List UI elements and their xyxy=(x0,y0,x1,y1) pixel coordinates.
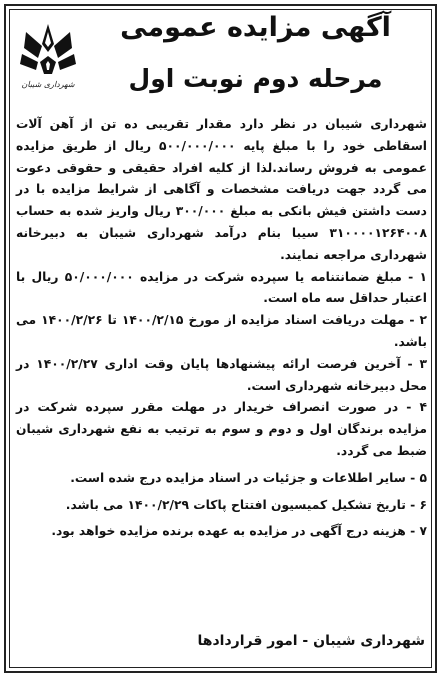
list-item: ۴ - در صورت انصراف خریدار در مهلت مقرر سپرده شرکت در مزایده برندگان اول و دوم و سوم به ترتیب به نفع شهرداری شیبان ضبط می گردد. xyxy=(16,400,427,458)
notice-frame xyxy=(4,4,437,673)
list-item: ۵ - سایر اطلاعات و جزئیات در اسناد مزایده درج شده است. xyxy=(70,470,427,485)
logo-caption: شهرداری شیبان xyxy=(21,80,75,89)
list-item: ۲ - مهلت دریافت اسناد مزایده از مورخ ۱۴۰۰/۲/۱۵ تا ۱۴۰۰/۲/۲۶ می باشد. xyxy=(16,313,428,349)
list-item: ۶ - تاریخ تشکیل کمیسیون افتتاح پاکات ۱۴۰۰/۲/۲۹ می باشد. xyxy=(65,497,427,512)
signature: شهرداری شیبان - امور قراردادها xyxy=(197,633,425,649)
list-item: ۳ - آخرین فرصت ارائه پیشنهادها پایان وقت اداری ۱۴۰۰/۲/۲۷ در محل دبیرخانه شهرداری است. xyxy=(16,356,427,393)
notice-title: آگهی مزایده عمومی xyxy=(120,12,391,43)
list-item: ۱ - مبلغ ضمانتنامه یا سپرده شرکت در مزایده ۵۰/۰۰۰/۰۰۰ ریال با اعتبار حداقل سه ماه است. xyxy=(16,269,427,306)
intro-paragraph: شهرداری شیبان در نظر دارد مقدار تقریبی ده تن از آهن آلات اسقاطی خود را با مبلغ پایه ۵۰۰/۰۰۰/۰۰۰ ریال از طریق مزایده عمومی به فروش رساند.لذا از کلیه افراد حقیقی و حقوقی دعوت می گردد جهت دریافت مشخصات و آگاهی از شرایط مزایده با در دست داشتن فیش بانکی به مبلغ ۳۰۰/۰۰۰ ریال واریز شده به حساب ۳۱۰۰۰۰۱۲۶۴۰۰۸ سیبا بنام درآمد شهرداری شیبان به دبیرخانه شهرداری مراجعه نمایند. xyxy=(16,117,428,262)
list-item: ۷ - هزینه درج آگهی در مزایده به عهده برنده مزایده خواهد بود. xyxy=(51,524,427,539)
municipality-emblem-icon xyxy=(16,18,80,80)
municipality-logo xyxy=(16,18,80,102)
notice-subtitle: مرحله دوم نوبت اول xyxy=(128,64,383,93)
notice-body xyxy=(16,114,427,543)
